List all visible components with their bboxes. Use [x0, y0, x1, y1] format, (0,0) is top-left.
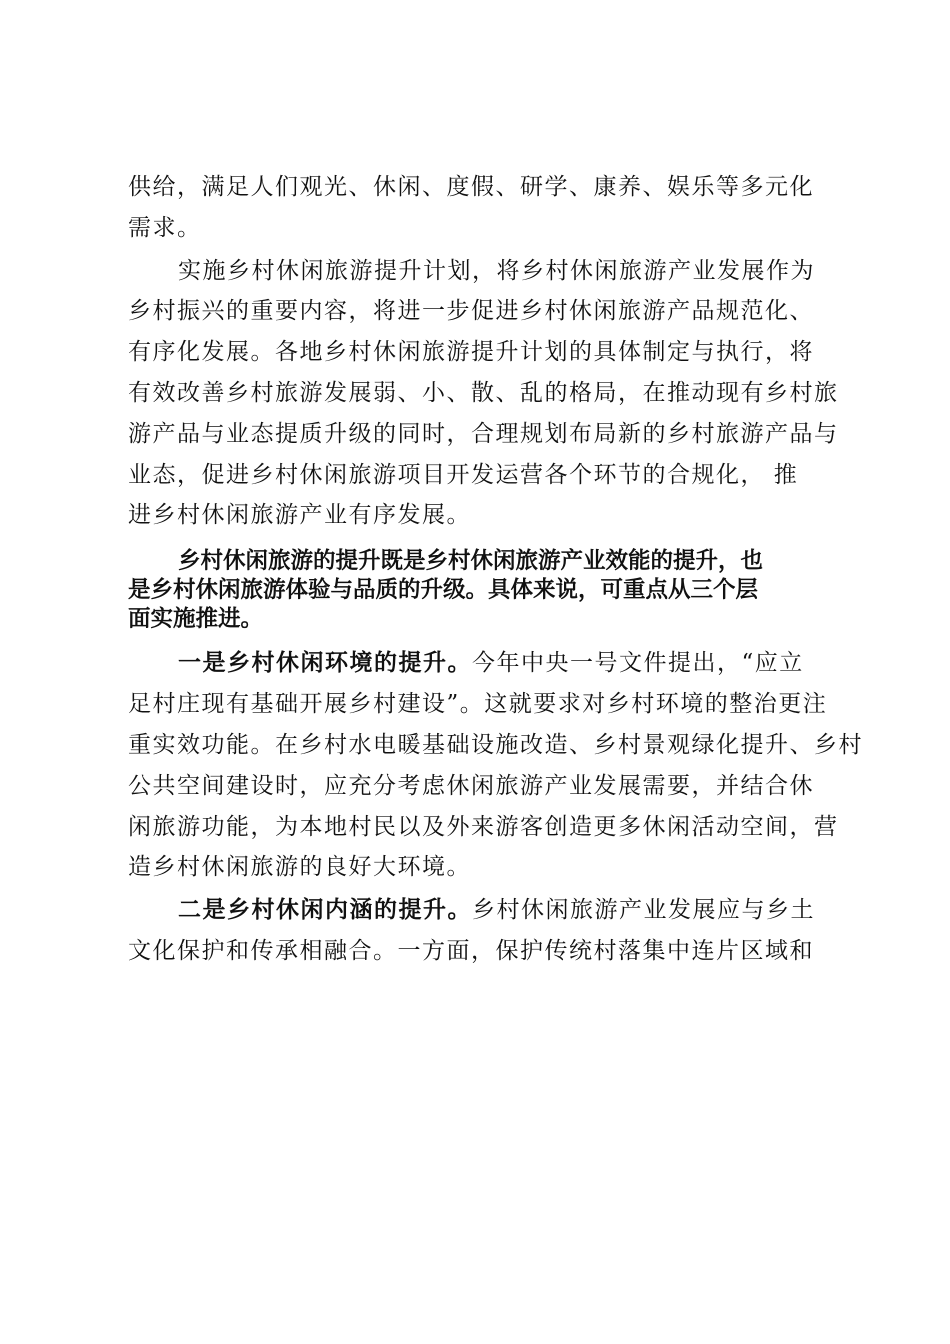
paragraph-2-line-1: 实施乡村休闲旅游提升计划，将乡村休闲旅游产业发展作为 [178, 258, 815, 284]
paragraph-4-first-rest: 今年中央一号文件提出，“应立 [472, 650, 804, 676]
paragraph-4-line-2: 足村庄现有基础开展乡村建设”。这就要求对乡村环境的整治更注 [128, 691, 828, 717]
paragraph-2-line-4: 有效改善乡村旅游发展弱、小、散、乱的格局，在推动现有乡村旅 [128, 380, 839, 406]
paragraph-3-line-2: 是乡村休闲旅游体验与品质的升级。具体来说，可重点从三个层 [128, 577, 759, 603]
paragraph-1-line-2: 需求。 [128, 215, 202, 241]
paragraph-3-line-3: 面实施推进。 [128, 606, 264, 632]
paragraph-1-line-1: 供给，满足人们观光、休闲、度假、研学、康养、娱乐等多元化 [128, 174, 814, 200]
paragraph-2-line-5: 游产品与业态提质升级的同时，合理规划布局新的乡村旅游产品与 [128, 421, 839, 447]
paragraph-4-line-4: 公共空间建设时，应充分考虑休闲旅游产业发展需要，并结合休 [128, 773, 814, 799]
paragraph-4-line-5: 闲旅游功能，为本地村民以及外来游客创造更多休闲活动空间，营 [128, 814, 839, 840]
paragraph-2-line-2: 乡村振兴的重要内容，将进一步促进乡村休闲旅游产品规范化、 [128, 298, 814, 324]
paragraph-2-line-6: 业态，促进乡村休闲旅游项目开发运营各个环节的合规化， 推 [128, 462, 799, 488]
paragraph-3-line-1: 乡村休闲旅游的提升既是乡村休闲旅游产业效能的提升，也 [178, 548, 764, 574]
paragraph-4-lead: 一是乡村休闲环境的提升。 [178, 649, 472, 676]
paragraph-5-lead: 二是乡村休闲内涵的提升。 [178, 896, 472, 923]
paragraph-2-line-3: 有序化发展。各地乡村休闲旅游提升计划的具体制定与执行，将 [128, 339, 814, 365]
paragraph-2-line-7: 进乡村休闲旅游产业有序发展。 [128, 502, 471, 528]
paragraph-5-line-2: 文化保护和传承相融合。一方面，保护传统村落集中连片区域和 [128, 938, 814, 964]
paragraph-4-line-3: 重实效功能。在乡村水电暖基础设施改造、乡村景观绿化提升、乡村 [128, 732, 863, 758]
paragraph-5-line-1 [178, 895, 815, 925]
paragraph-5-first-rest: 乡村休闲旅游产业发展应与乡土 [472, 897, 815, 923]
paragraph-4-line-6: 造乡村休闲旅游的良好大环境。 [128, 854, 471, 880]
paragraph-4-line-1 [178, 648, 804, 678]
